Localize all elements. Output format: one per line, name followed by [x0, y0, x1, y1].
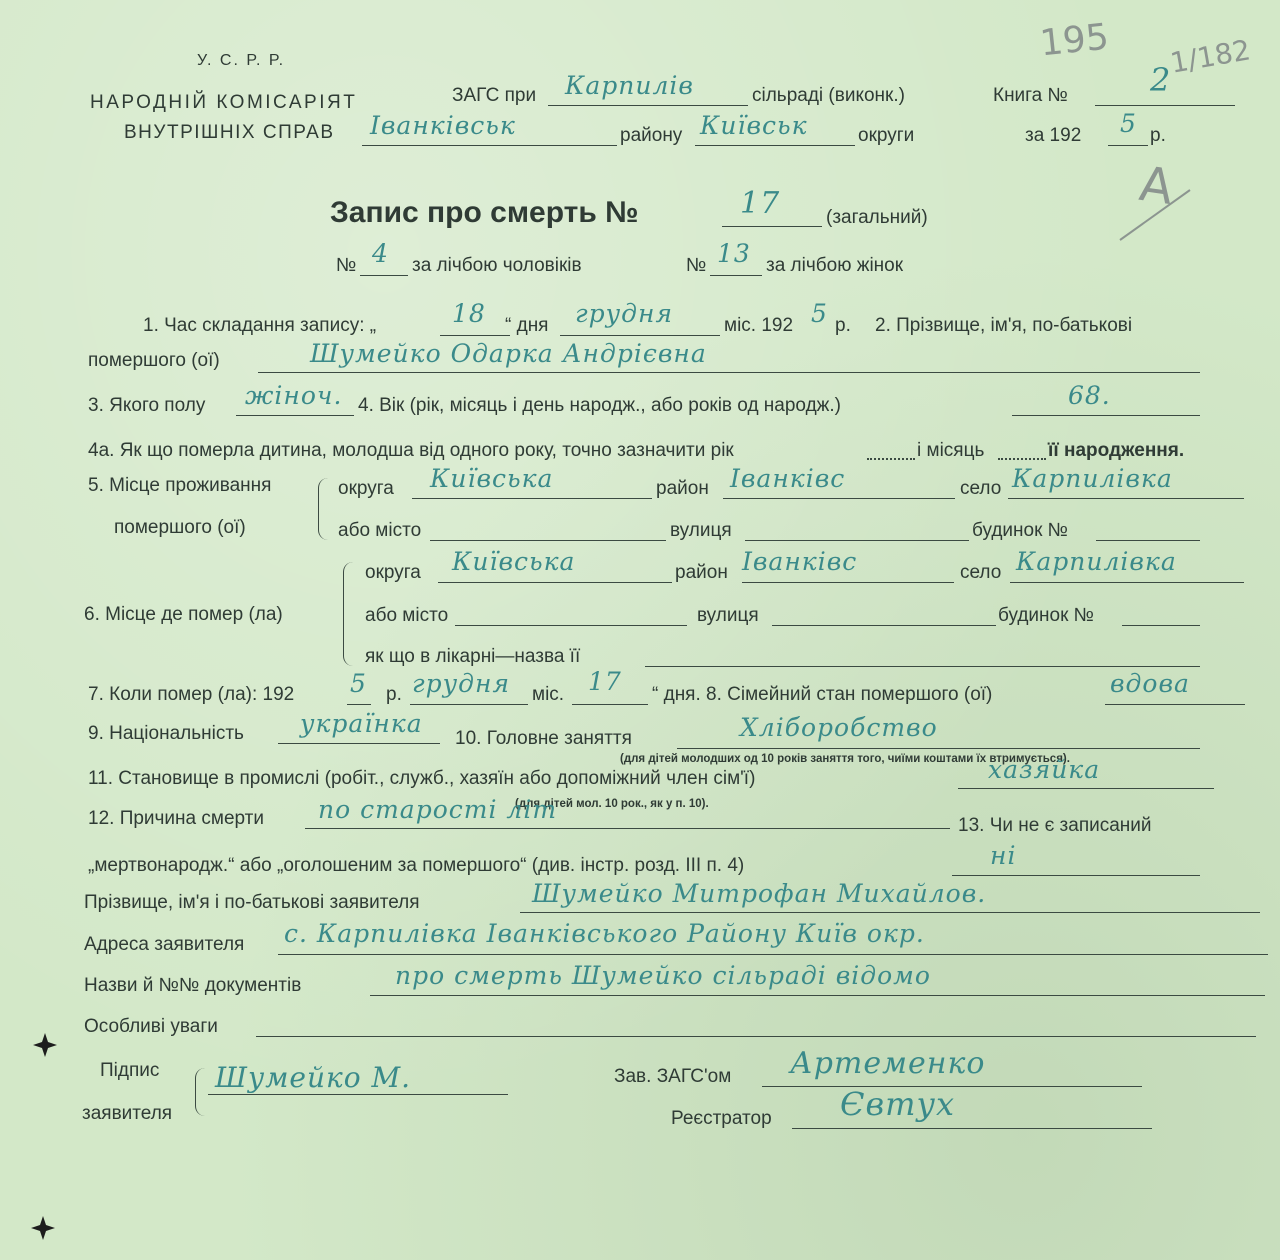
women-count-label: за лічбою жінок	[766, 255, 904, 276]
record-month-line	[560, 335, 720, 336]
okrug-line	[695, 145, 855, 146]
industry-position-value: хазяйка	[988, 755, 1101, 784]
industry-position-label: 11. Становище в промислі (робіт., служб., хазяїн або допоміжний член сім'ї)	[88, 768, 756, 789]
death-village-value: Карпилівка	[1016, 547, 1177, 576]
death-okrug-label: округа	[365, 562, 421, 583]
ussr-label: У. С. Р. Р.	[197, 52, 286, 69]
residence-house-label: будинок №	[972, 520, 1069, 541]
punch-hole-icon	[30, 1215, 56, 1241]
residence-village-line	[1008, 498, 1244, 499]
special-notes-line	[256, 1036, 1256, 1037]
village-council-label: сільраді (виконк.)	[752, 85, 905, 106]
death-street-label: вулиця	[697, 605, 759, 626]
death-date-label: 7. Коли помер (ла): 192	[88, 684, 295, 705]
registrar-line	[792, 1128, 1152, 1129]
child-birth-year-line	[867, 458, 915, 460]
applicant-signature-line	[208, 1094, 508, 1095]
child-birth-month-line	[998, 458, 1046, 460]
nationality-value: українка	[300, 709, 423, 738]
marital-status-label: “ дня. 8. Сімейний стан помершого (ої)	[652, 684, 993, 705]
deceased-name-line	[258, 372, 1200, 373]
death-city-label: або місто	[365, 605, 449, 626]
okrug-label: округи	[858, 125, 915, 146]
residence-okrug-value: Київська	[430, 464, 554, 493]
zags-head-label: Зав. ЗАГС'ом	[614, 1066, 732, 1087]
sex-line	[236, 415, 354, 416]
death-year-line	[347, 704, 371, 705]
cause-of-death-value: по старості літ	[318, 795, 558, 824]
district-value: Іванківськ	[370, 111, 516, 140]
death-month-line	[410, 704, 528, 705]
women-number-sign: №	[686, 255, 707, 276]
child-birth-month-label: і місяць	[917, 440, 985, 461]
death-okrug-line	[438, 582, 672, 583]
special-notes-label: Особливі уваги	[84, 1016, 218, 1037]
residence-house-line	[1096, 540, 1200, 541]
women-number-line	[710, 275, 762, 276]
death-month-value: грудня	[412, 669, 511, 698]
commissariat-line-2: ВНУТРІШНІХ СПРАВ	[124, 122, 335, 143]
general-label: (загальний)	[826, 207, 928, 228]
death-district-value: Іванківс	[742, 547, 858, 576]
deceased-name-value: Шумейко Одарка Андрієвна	[310, 339, 707, 368]
death-village-line	[1010, 582, 1244, 583]
nationality-line	[278, 743, 440, 744]
hospital-label: як що в лікарні—назва її	[365, 646, 581, 667]
residence-district-value: Іванківс	[730, 464, 846, 493]
record-month-value: грудня	[575, 299, 674, 328]
year-value: 5	[1120, 109, 1137, 138]
record-day-label: “ дня	[505, 315, 549, 336]
applicant-name-label: Прізвище, ім'я і по-батькові заявителя	[84, 892, 420, 913]
nationality-label: 9. Національність	[88, 723, 244, 744]
residence-label: 5. Місце проживання	[88, 475, 272, 496]
residence-street-line	[745, 540, 969, 541]
stillborn-answer-line	[952, 875, 1200, 876]
record-number-value: 17	[740, 186, 781, 221]
record-day-line	[440, 335, 510, 336]
record-year-value: 5	[811, 299, 828, 328]
residence-street-label: вулиця	[670, 520, 732, 541]
child-birth-suffix: її народження.	[1048, 440, 1185, 461]
men-count-label: за лічбою чоловіків	[412, 255, 582, 276]
residence-city-label: або місто	[338, 520, 422, 541]
signature-label: Підпис	[100, 1060, 160, 1081]
applicant-name-value: Шумейко Митрофан Михайлов.	[532, 879, 987, 908]
documents-line	[370, 995, 1265, 996]
marital-status-line	[1105, 704, 1245, 705]
industry-position-note: (для дітей мол. 10 рок., як у п. 10).	[515, 798, 709, 810]
village-council-value: Карпилів	[565, 71, 694, 100]
documents-value: про смерть Шумейко сільраді відомо	[395, 961, 931, 990]
residence-deceased-label: помершого (ої)	[114, 517, 246, 538]
death-street-line	[772, 625, 996, 626]
deceased-label: помершого (ої)	[88, 350, 220, 371]
stillborn-question-cont: „мертвонародж.“ або „оголошеним за помершого“ (див. інстр. розд. ІІІ п. 4)	[88, 855, 745, 876]
death-house-line	[1122, 625, 1200, 626]
signature-brace	[195, 1068, 206, 1116]
men-number-sign: №	[336, 255, 357, 276]
death-city-line	[455, 625, 687, 626]
death-day-value: 17	[588, 667, 622, 696]
year-suffix: р.	[1150, 125, 1166, 146]
book-value: 2	[1150, 61, 1172, 99]
stillborn-question-label: 13. Чи не є записаний	[958, 815, 1152, 836]
men-number-line	[360, 275, 408, 276]
residence-district-label: район	[656, 478, 709, 499]
residence-brace	[318, 478, 329, 540]
punch-hole-icon	[32, 1032, 58, 1058]
page-title: Запис про смерть №	[330, 196, 639, 229]
village-council-line	[548, 105, 748, 106]
residence-okrug-label: округа	[338, 478, 394, 499]
archive-mark: А	[1136, 155, 1177, 217]
death-place-brace	[343, 562, 354, 666]
zags-head-signature: Артеменко	[790, 1046, 986, 1081]
death-district-line	[742, 582, 954, 583]
age-value: 68.	[1068, 381, 1111, 410]
cause-of-death-line	[305, 828, 950, 829]
death-village-label: село	[960, 562, 1002, 583]
stillborn-answer-value: ні	[990, 841, 1017, 870]
child-birth-label: 4а. Як що померла дитина, молодша від одного року, точно зазначити рік	[88, 440, 734, 461]
residence-village-label: село	[960, 478, 1002, 499]
death-year-suffix: р.	[386, 684, 402, 705]
record-time-label: 1. Час складання запису: „	[143, 315, 377, 336]
record-number-line	[722, 226, 822, 227]
applicant-name-line	[520, 912, 1260, 913]
registrar-signature: Євтух	[840, 1085, 956, 1123]
death-district-label: район	[675, 562, 728, 583]
men-number-value: 4	[372, 239, 389, 268]
death-okrug-value: Київська	[452, 547, 576, 576]
applicant-signature: Шумейко М.	[215, 1061, 412, 1094]
death-month-label: міс.	[532, 684, 565, 705]
record-month-label: міс. 192	[724, 315, 794, 336]
district-label: району	[620, 125, 683, 146]
year-line	[1108, 145, 1148, 146]
zags-label: ЗАГС при	[452, 85, 537, 106]
occupation-line	[677, 748, 1200, 749]
occupation-note: (для дітей молодших од 10 років заняття того, чиїми коштами їх втримується).	[620, 753, 1070, 765]
residence-village-value: Карпилівка	[1012, 464, 1173, 493]
book-line	[1095, 105, 1235, 106]
residence-city-line	[430, 540, 666, 541]
registrar-label: Реєстратор	[671, 1108, 772, 1129]
applicant-address-label: Адреса заявителя	[84, 934, 245, 955]
signature-label-2: заявителя	[82, 1103, 173, 1124]
book-label: Книга №	[993, 85, 1068, 106]
record-year-suffix: р.	[835, 315, 851, 336]
death-day-line	[572, 704, 648, 705]
death-house-label: будинок №	[998, 605, 1095, 626]
applicant-address-value: с. Карпилівка Іванківського Району Київ окр.	[284, 919, 925, 948]
archive-number: 195	[1038, 16, 1111, 65]
cause-of-death-label: 12. Причина смерти	[88, 808, 264, 829]
archive-fraction: 1/182	[1167, 33, 1253, 80]
marital-status-value: вдова	[1110, 669, 1190, 698]
residence-district-line	[723, 498, 955, 499]
death-place-label: 6. Місце де помер (ла)	[84, 604, 283, 625]
occupation-label: 10. Головне заняття	[455, 728, 632, 749]
record-day-value: 18	[452, 299, 486, 328]
hospital-line	[645, 666, 1200, 667]
okrug-value: Київськ	[700, 111, 808, 140]
occupation-value: Хліборобство	[740, 713, 938, 742]
women-number-value: 13	[717, 239, 751, 268]
industry-position-line	[958, 788, 1214, 789]
year-label: за 192	[1025, 125, 1082, 146]
sex-value: жіноч.	[245, 381, 343, 410]
death-year-value: 5	[350, 669, 367, 698]
commissariat-line-1: НАРОДНІЙ КОМІСАРІЯТ	[90, 92, 358, 113]
age-line	[1012, 415, 1200, 416]
residence-okrug-line	[412, 498, 652, 499]
pencil-strike-icon	[1115, 180, 1195, 250]
age-label: 4. Вік (рік, місяць і день народж., або років од народж.)	[358, 395, 841, 416]
sex-label: 3. Якого полу	[88, 395, 206, 416]
district-line	[362, 145, 617, 146]
deceased-name-label: 2. Прізвище, ім'я, по-батькові	[875, 315, 1133, 336]
documents-label: Назви й №№ документів	[84, 975, 302, 996]
applicant-address-line	[278, 954, 1268, 955]
